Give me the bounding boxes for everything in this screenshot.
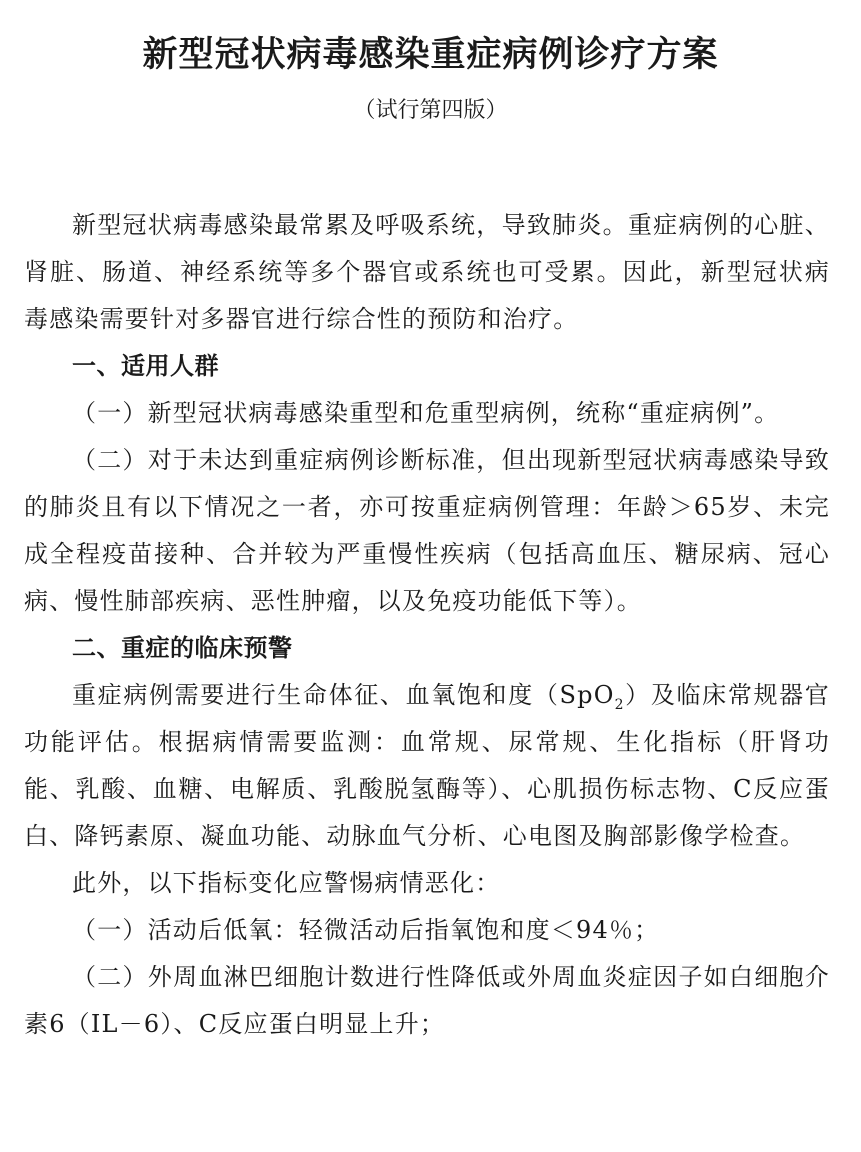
document-body	[24, 202, 830, 1048]
section2-paragraph-1-part-b: ）及临床常规器官功能评估。根据病情需要监测：血常规、尿常规、生化指标（肝肾功能、乳酸、血糖、电解质、乳酸脱氢酶等）、心肌损伤标志物、C反应蛋白、降钙素原、凝血功能、动脉血气分析、心电图及胸部影像学检查。	[24, 681, 830, 850]
spo2-subscript: 2	[614, 696, 625, 713]
document-subtitle: （试行第四版）	[353, 98, 508, 123]
section1-item-2: （二）对于未达到重症病例诊断标准，但出现新型冠状病毒感染导致的肺炎且有以下情况之一者，亦可按重症病例管理：年龄＞65岁、未完成全程疫苗接种、合并较为严重慢性疾病（包括高血压、糖尿病、冠心病、慢性肺部疾病、恶性肿瘤，以及免疫功能低下等）。	[24, 446, 830, 615]
section2-paragraph-1-part-a: 重症病例需要进行生命体征、血氧饱和度（SpO	[72, 681, 615, 709]
section2-paragraph-2: 此外，以下指标变化应警惕病情恶化：	[72, 869, 501, 897]
document-title: 新型冠状病毒感染重症病例诊疗方案	[142, 35, 719, 75]
section2-item-2: （二）外周血淋巴细胞计数进行性降低或外周血炎症因子如白细胞介素6（IL－6）、C反应蛋白明显上升；	[24, 963, 830, 1038]
section1-item-1: （一）新型冠状病毒感染重型和危重型病例，统称“重症病例”。	[72, 399, 780, 427]
section-heading-clinical-warning: 二、重症的临床预警	[72, 634, 293, 662]
intro-paragraph: 新型冠状病毒感染最常累及呼吸系统，导致肺炎。重症病例的心脏、肾脏、肠道、神经系统等多个器官或系统也可受累。因此，新型冠状病毒感染需要针对多器官进行综合性的预防和治疗。	[24, 211, 830, 333]
section2-item-1: （一）活动后低氧：轻微活动后指氧饱和度＜94％；	[72, 916, 660, 944]
section-heading-applicable-population: 一、适用人群	[72, 352, 219, 380]
section2-paragraph-1	[24, 672, 830, 860]
